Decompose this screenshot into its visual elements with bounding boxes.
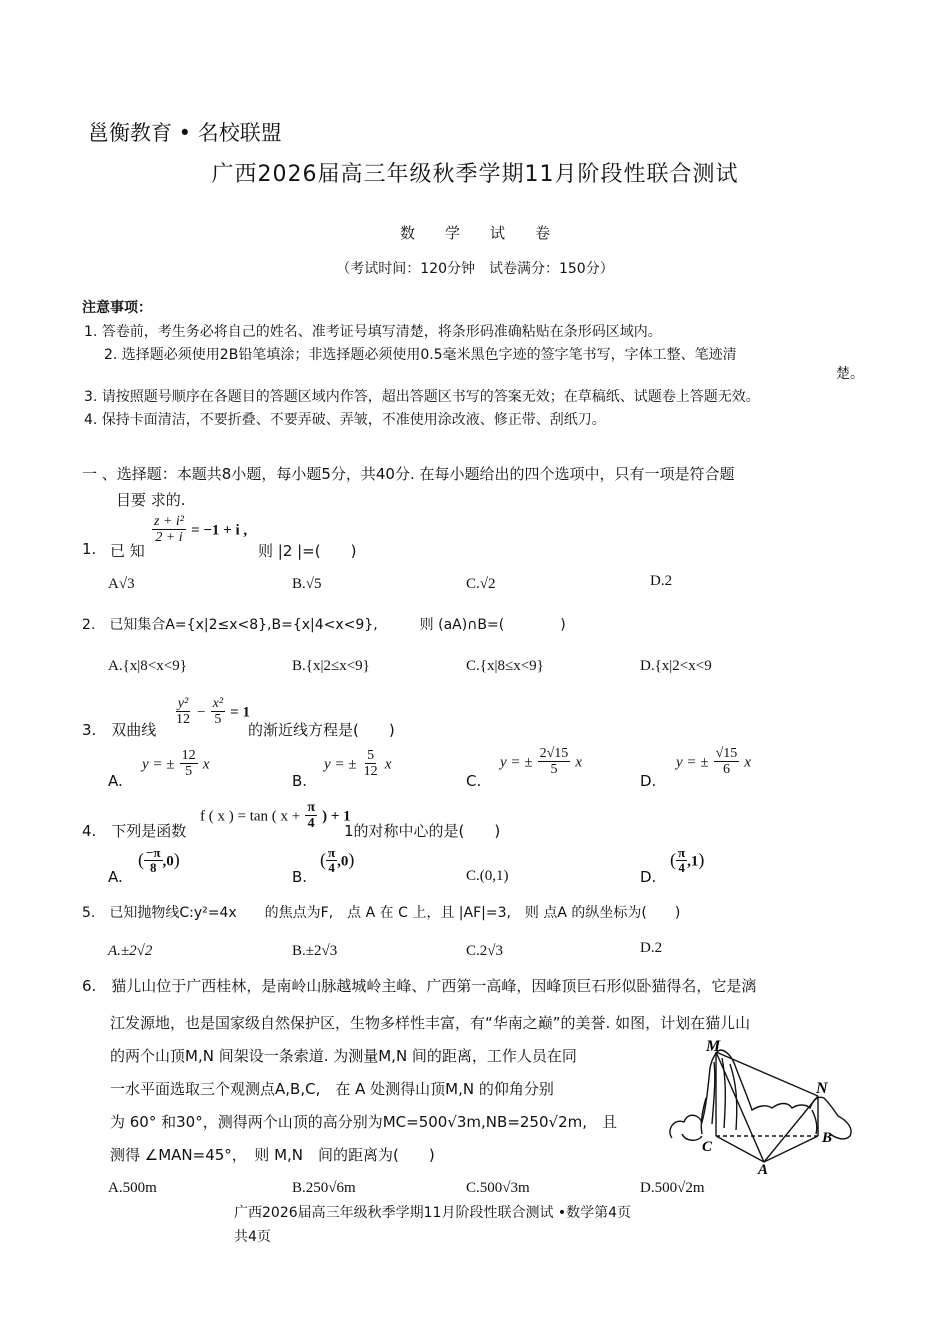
exam-title: 广西2026届高三年级秋季学期11月阶段性联合测试 xyxy=(211,162,739,187)
q1-frac-den: 2 + i xyxy=(155,530,183,546)
q3-option-c xyxy=(500,746,582,778)
q4-option-a-label: A. xyxy=(108,868,123,886)
q4-question: 1的对称中心的是( ) xyxy=(344,822,501,840)
q2-option-a: A.{x|8<x<9} xyxy=(108,658,187,674)
q3-option-d-label: D. xyxy=(640,772,657,790)
label-n: N xyxy=(816,1080,828,1097)
q2-stem: 2. 已知集合A={x|2≤x<8},B={x|4<x<9}, 则 (aA)∩B=( ) xyxy=(82,617,566,633)
q1-lead: 已 知 xyxy=(110,542,145,560)
q6-line-6: 测得 ∠MAN=45°， 则 M,N 间的距离为( ) xyxy=(110,1146,435,1164)
q3-b-var: x xyxy=(384,756,392,773)
q3-a-num: 12 xyxy=(181,748,196,763)
page-footer: 广西2026届高三年级秋季学期11月阶段性联合测试 •数学第4页 xyxy=(234,1205,632,1221)
q3-option-a-label: A. xyxy=(108,772,123,790)
q1-formula xyxy=(152,514,247,546)
notice-item-4: 4. 保持卡面清洁，不要折叠、不要弄破、弄皱，不准使用涂改液、修正带、刮纸刀。 xyxy=(84,412,606,428)
q4-option-b-label: B. xyxy=(292,868,308,886)
q1-frac-num: z + i² xyxy=(154,514,184,529)
q4-d-num: π xyxy=(678,845,686,860)
q3-eq: = 1 xyxy=(230,704,250,721)
q3-option-b xyxy=(324,748,391,780)
q3-option-b-label: B. xyxy=(292,772,308,790)
exam-time-info: （考试时间：120分钟 试卷满分：150分） xyxy=(336,261,614,277)
q6-option-a: A.500m xyxy=(108,1180,157,1196)
q1-number: 1. xyxy=(82,540,97,558)
q6-line-5: 为 60° 和30°，测得两个山顶的高分别为MC=500√3m,NB=250√2m, 且 xyxy=(110,1113,617,1131)
q6-line-2: 江发源地，也是国家级自然保护区，生物多样性丰富，有“华南之巅”的美誉. 如图，计划在猫儿山 xyxy=(110,1014,751,1032)
notice-item-2: 2. 选择题必须使用2B铅笔填涂；非选择题必须使用0.5毫米黑色字迹的签字笔书写，字体工整、笔迹清 xyxy=(104,347,737,363)
q1-rhs: = −1 + i , xyxy=(191,522,248,539)
q3-f2-num: x² xyxy=(212,696,224,711)
label-b: B xyxy=(822,1130,833,1146)
q4-option-a: ( $\frac{-\pi}{8}$ ,0) xyxy=(138,845,180,876)
q4-pi-den: 4 xyxy=(307,816,315,832)
q3-d-var: x xyxy=(744,754,752,771)
q6-option-b: B.250√6m xyxy=(292,1180,356,1196)
q3-formula: $\frac{\text{y²}}{12}$ − $\frac{\text{x²}}{5}$ = 1 xyxy=(176,696,250,728)
q3-a-prefix: y = ± xyxy=(142,756,175,773)
q5-stem: 5. 已知抛物线C:y²=4x 的焦点为F, 点 A 在 C 上，且 |AF|=3, 则 点A 的纵坐标为( ) xyxy=(82,905,681,921)
q3-a-den: 5 xyxy=(185,764,193,780)
q4-lead: 4. 下列是函数 xyxy=(82,822,187,840)
q3-c-prefix: y = ± xyxy=(500,754,533,771)
q3-b-den: 12 xyxy=(363,764,378,780)
q4-a-tail: ,0 xyxy=(162,853,174,870)
q3-b-num: 5 xyxy=(367,748,375,763)
notice-item-1: 1. 答卷前，考生务必将自己的姓名、准考证号填写清楚，将条形码准确粘贴在条形码区域内。 xyxy=(84,324,662,340)
notice-item-3: 3. 请按照题号顺序在各题目的答题区域内作答，超出答题区书写的答案无效；在草稿纸、试题卷上答题无效。 xyxy=(84,389,760,405)
label-a: A xyxy=(758,1162,769,1176)
mountain-figure xyxy=(662,1038,862,1176)
q3-c-den: 5 xyxy=(550,762,558,778)
q3-d-num: √15 xyxy=(715,746,738,761)
q4-option-d: ( $\frac{\pi}{4}$ ,1) xyxy=(670,845,705,876)
q6-option-d: D.500√2m xyxy=(640,1180,705,1196)
notice-heading: 注意事项： xyxy=(82,300,152,316)
q3-c-var: x xyxy=(575,754,583,771)
q2-option-c: C.{x|8≤x<9} xyxy=(466,658,544,674)
q3-option-c-label: C. xyxy=(466,772,482,790)
q4-option-d-label: D. xyxy=(640,868,657,886)
q4-option-b: ( $\frac{\pi}{4}$ ,0) xyxy=(320,845,355,876)
q3-f1-den: 12 xyxy=(176,712,190,728)
q1-option-a: A√3 xyxy=(108,576,135,592)
q6-option-c: C.500√3m xyxy=(466,1180,530,1196)
page-footer-total: 共4页 xyxy=(234,1229,271,1245)
q3-a-var: x xyxy=(202,756,210,773)
q3-lead: 3. 双曲线 xyxy=(82,721,157,739)
q6-line-4: 一水平面选取三个观测点A,B,C, 在 A 处测得山顶M,N 的仰角分别 xyxy=(110,1080,554,1098)
q4-function xyxy=(200,800,351,832)
q3-option-d xyxy=(676,746,751,778)
subject-title: 数 学 试 卷 xyxy=(399,224,550,242)
q4-b-num: π xyxy=(328,845,336,860)
q1-question: 则 |2 |=( ) xyxy=(258,542,357,560)
q1-option-c: C.√2 xyxy=(466,576,496,592)
q3-c-num: 2√15 xyxy=(539,746,569,761)
q1-option-b: B.√5 xyxy=(292,576,322,592)
q3-option-a xyxy=(142,748,209,780)
q4-b-tail: ,0 xyxy=(337,853,349,870)
q5-option-a: A.±2√2 xyxy=(108,943,153,959)
q3-b-prefix: y = ± xyxy=(324,756,357,773)
q6-line-3: 的两个山顶M,N 间架设一条索道. 为测量M,N 间的距离，工作人员在同 xyxy=(110,1047,577,1065)
q4-a-num: −π xyxy=(146,845,161,860)
q6-line-1: 6. 猫儿山位于广西桂林，是南岭山脉越城岭主峰、广西第一高峰，因峰顶巨石形似卧猫得名，它是漓 xyxy=(82,977,757,995)
q4-option-c: C.(0,1) xyxy=(466,868,509,884)
q3-f1-num: y² xyxy=(177,696,189,711)
q5-option-c: C.2√3 xyxy=(466,943,503,959)
q3-d-den: 6 xyxy=(722,762,730,778)
q3-f2-den: 5 xyxy=(214,712,222,728)
q2-option-d: D.{x|2<x<9 xyxy=(640,658,712,674)
section-heading: 一 、选择题：本题共8小题，每小题5分，共40分. 在每小题给出的四个选项中，只有一项是符合题 xyxy=(82,465,735,483)
q4-func: f ( x ) = tan ( x + xyxy=(200,808,301,825)
q1-option-d: D.2 xyxy=(650,573,673,589)
label-c: C xyxy=(702,1139,713,1155)
q3-question: 的渐近线方程是( ) xyxy=(248,721,395,739)
q5-option-d: D.2 xyxy=(640,940,663,956)
notice-item-2-cont: 楚。 xyxy=(836,366,864,382)
q5-option-b: B.±2√3 xyxy=(292,943,338,959)
q4-a-den: 8 xyxy=(150,860,157,876)
brand-line: 邕衡教育 • 名校联盟 xyxy=(88,121,282,145)
q4-b-den: 4 xyxy=(328,860,335,876)
q4-d-tail: ,1 xyxy=(687,853,699,870)
section-heading-cont: 目要 求的. xyxy=(116,491,186,509)
q4-func-tail: ) + 1 xyxy=(322,808,351,825)
q4-d-den: 4 xyxy=(678,860,685,876)
label-m: M xyxy=(706,1038,721,1055)
q3-d-prefix: y = ± xyxy=(676,754,709,771)
q4-pi-num: π xyxy=(307,800,315,815)
q2-option-b: B.{x|2≤x<9} xyxy=(292,658,370,674)
